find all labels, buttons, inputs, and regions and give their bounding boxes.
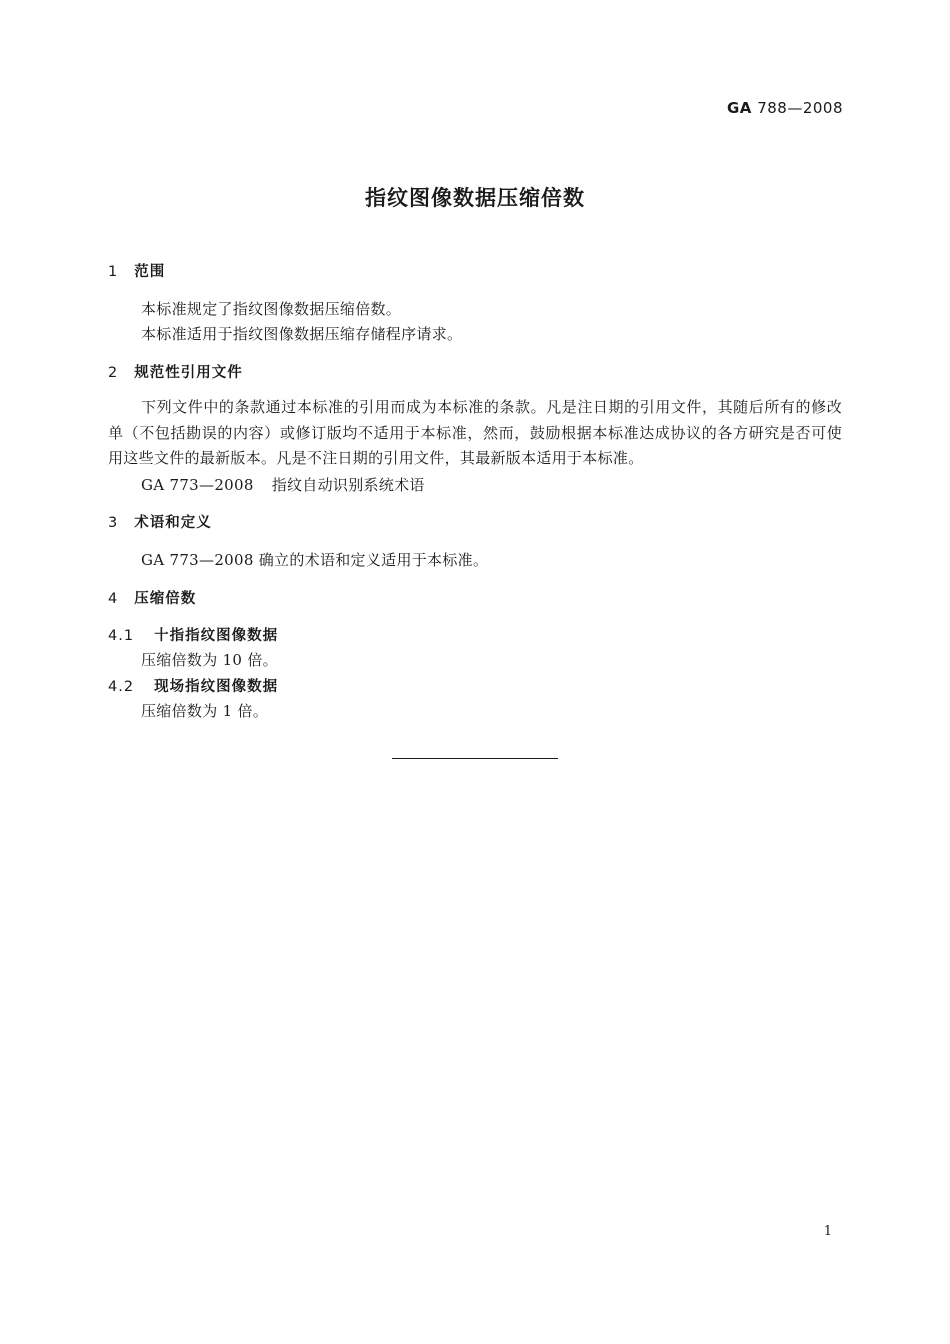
subsection-number: 4.1: [108, 628, 135, 644]
section-number: 4: [108, 591, 119, 607]
scope-line-2: 本标准适用于指纹图像数据压缩存储程序请求。: [141, 325, 463, 343]
reference-item: [141, 474, 425, 495]
standard-code-prefix: GA: [726, 99, 752, 117]
ten-finger-text: 压缩倍数为 10 倍。: [141, 651, 278, 669]
scope-line-1: 本标准规定了指纹图像数据压缩倍数。: [141, 300, 402, 318]
subsection-number: 4.2: [108, 679, 135, 695]
standard-code-number: 788—2008: [757, 99, 843, 117]
section-title: 范围: [134, 264, 166, 280]
section-title: 术语和定义: [134, 515, 212, 531]
section-heading-references: [108, 361, 243, 382]
subsection-title: 十指指纹图像数据: [154, 628, 279, 644]
page-number: 1: [823, 1224, 832, 1239]
end-of-standard-rule: [392, 758, 558, 759]
section-title: 压缩倍数: [134, 591, 197, 607]
latent-text: 压缩倍数为 1 倍。: [141, 702, 269, 720]
references-paragraph: 下列文件中的条款通过本标准的引用而成为本标准的条款。凡是注日期的引用文件，其随后所有的修改单（不包括勘误的内容）或修订版均不适用于本标准，然而，鼓励根据本标准达成协议的各方研究是否可使用这些文件的最新版本。凡是不注日期的引用文件，其最新版本适用于本标准。: [108, 398, 842, 467]
document-title: 指纹图像数据压缩倍数: [365, 186, 585, 210]
subsection-title: 现场指纹图像数据: [154, 679, 279, 695]
section-number: 2: [108, 365, 119, 381]
section-heading-compression: [108, 587, 196, 608]
subsection-heading-ten-finger: [108, 624, 278, 645]
section-number: 1: [108, 264, 119, 280]
section-heading-scope: [108, 260, 165, 281]
standard-code: [727, 99, 843, 117]
reference-title: 指纹自动识别系统术语: [271, 476, 425, 494]
reference-code: GA 773—2008: [141, 476, 254, 494]
section-heading-terms: [108, 511, 212, 532]
section-number: 3: [108, 515, 119, 531]
subsection-heading-latent: [108, 675, 278, 696]
section-title: 规范性引用文件: [134, 365, 243, 381]
terms-text: GA 773—2008 确立的术语和定义适用于本标准。: [141, 551, 489, 569]
